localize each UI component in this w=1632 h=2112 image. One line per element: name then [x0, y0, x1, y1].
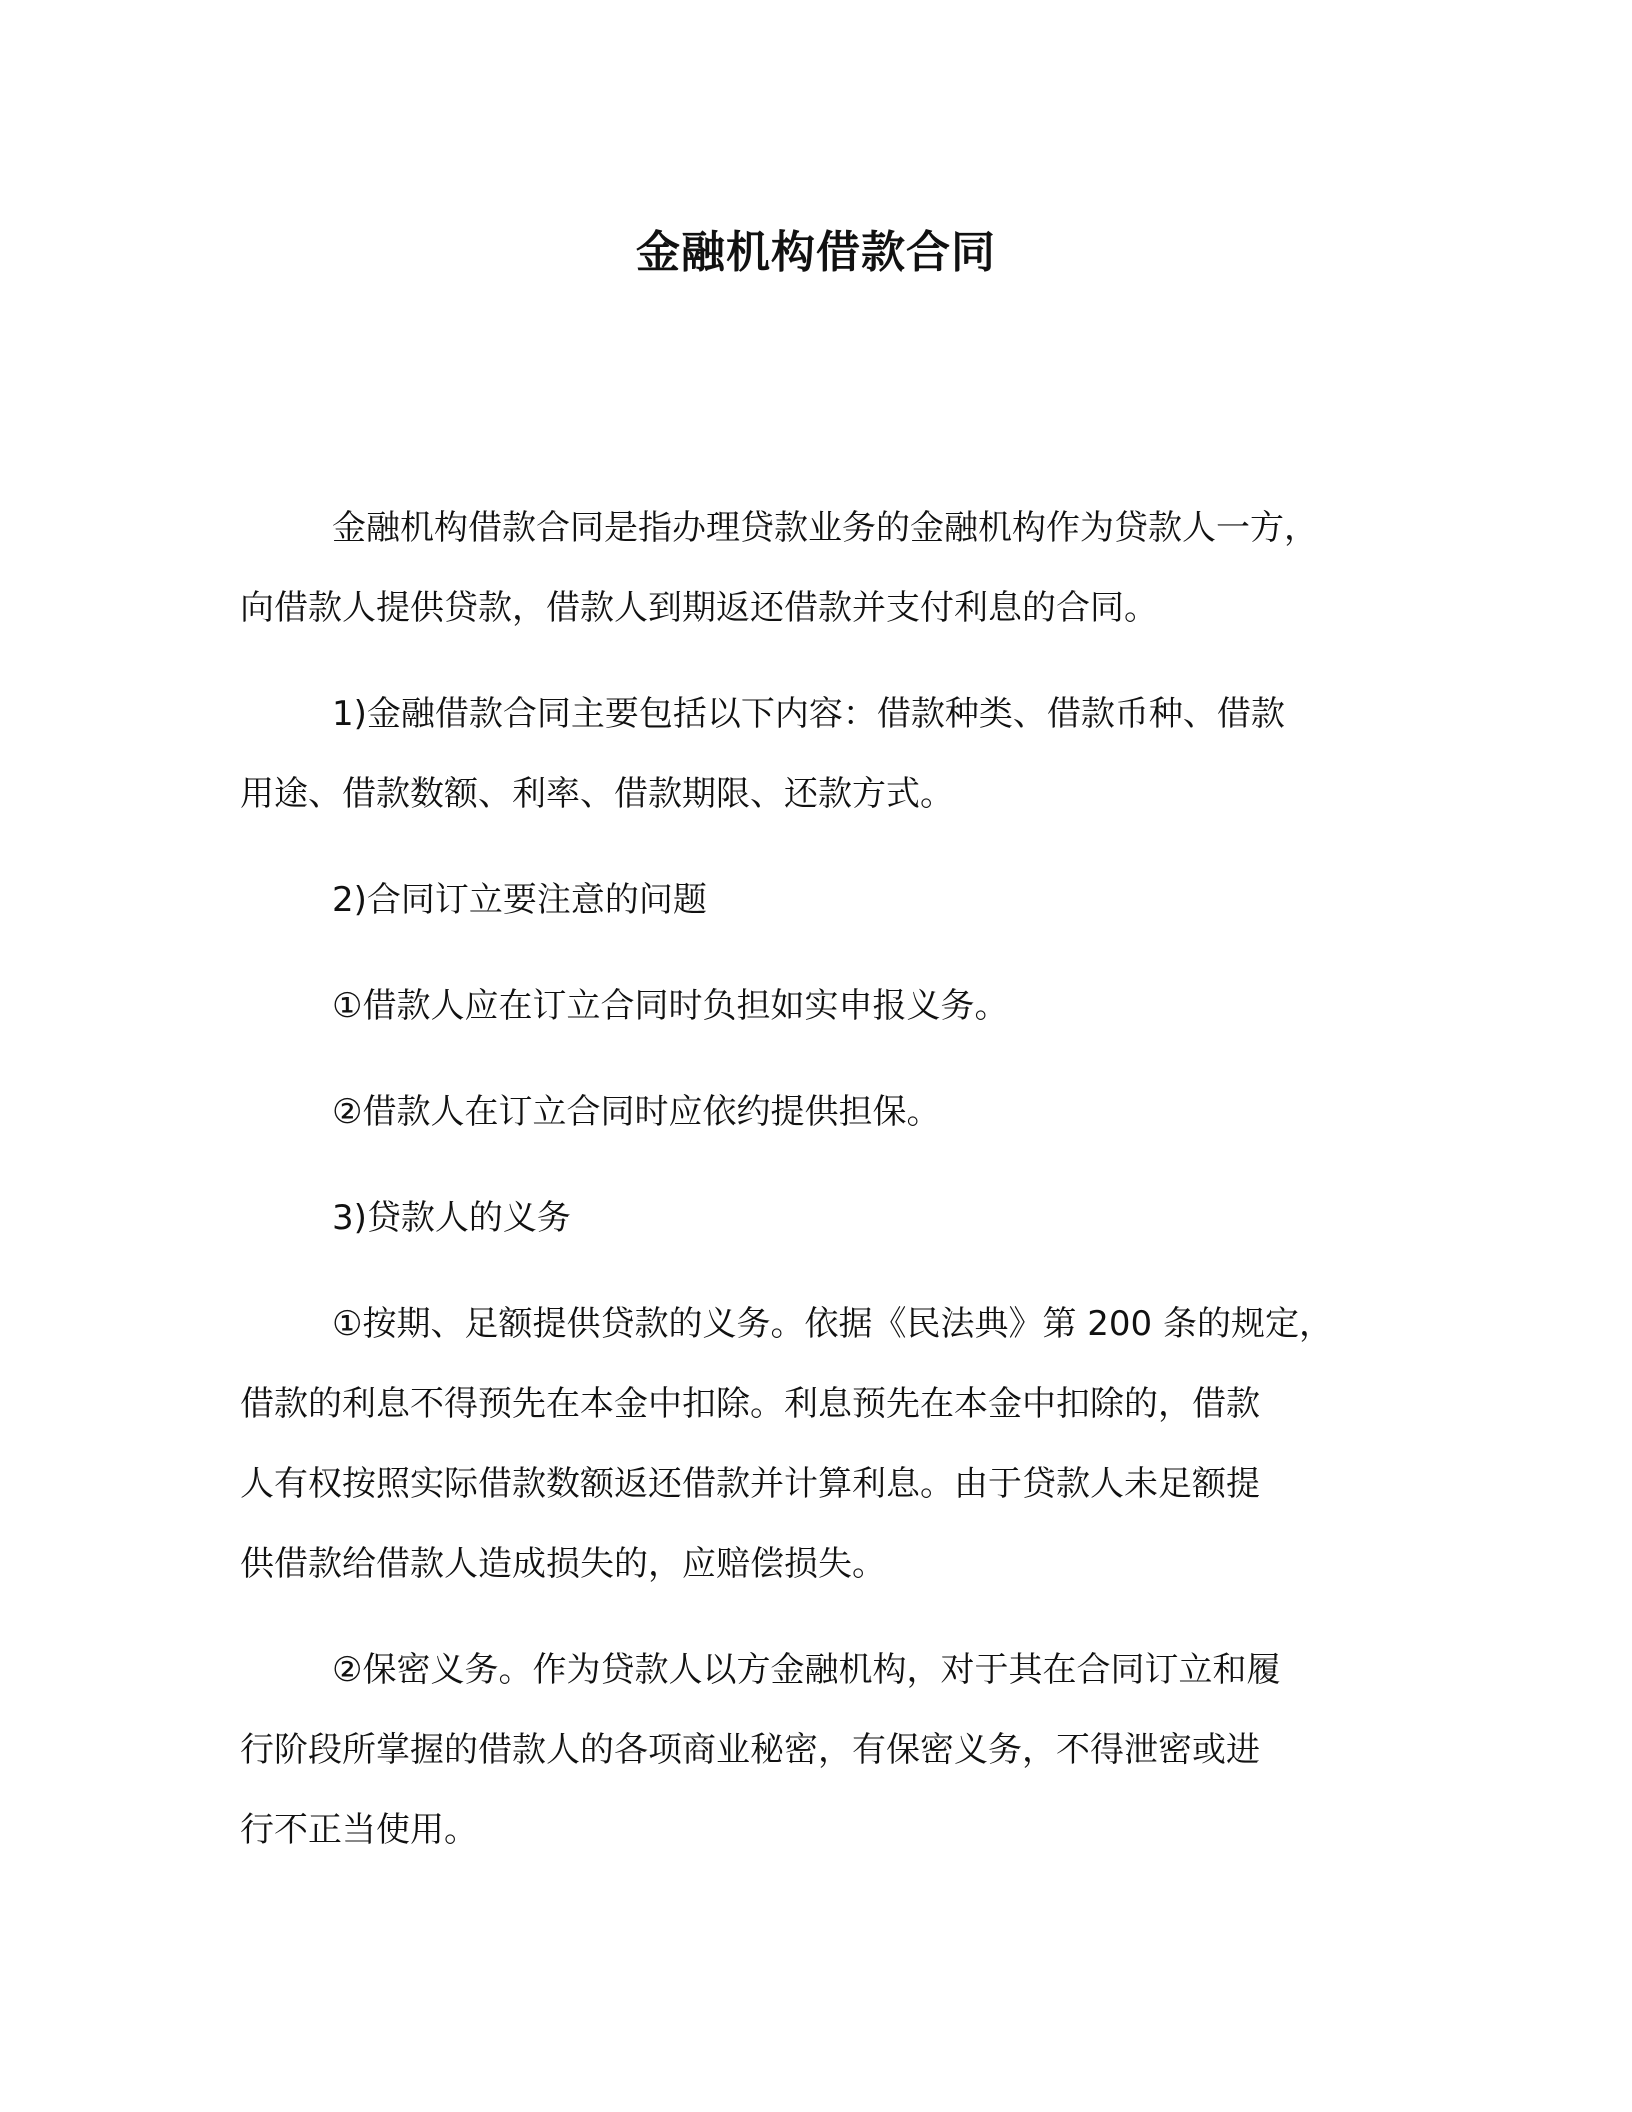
text-line: ②借款人在订立合同时应依约提供担保。: [332, 1092, 941, 1132]
document-title: 金融机构借款合同: [636, 227, 996, 278]
text-line: 供借款给借款人造成损失的，应赔偿损失。: [240, 1544, 886, 1584]
text-line: ②保密义务。作为贷款人以方金融机构，对于其在合同订立和履: [332, 1650, 1281, 1690]
text-line: 3)贷款人的义务: [332, 1198, 571, 1238]
text-line: 行不正当使用。: [240, 1810, 478, 1850]
paragraph-contents: [240, 674, 1420, 834]
text-line: 行阶段所掌握的借款人的各项商业秘密，有保密义务，不得泄密或进: [240, 1730, 1260, 1770]
text-line: 金融机构借款合同是指办理贷款业务的金融机构作为贷款人一方，: [332, 508, 1318, 548]
text-line: 用途、借款数额、利率、借款期限、还款方式。: [240, 774, 954, 814]
text-line: ①借款人应在订立合同时负担如实申报义务。: [332, 986, 1009, 1026]
document-body: [240, 488, 1420, 1896]
paragraph-obligation-1: [240, 1284, 1420, 1604]
paragraph-issue-1: [240, 966, 1420, 1046]
paragraph-obligation-2: [240, 1630, 1420, 1870]
paragraph-heading-obligations: [240, 1178, 1420, 1258]
text-line: 1)金融借款合同主要包括以下内容：借款种类、借款币种、借款: [332, 694, 1285, 734]
paragraph-heading-issues: [240, 860, 1420, 940]
text-line: 人有权按照实际借款数额返还借款并计算利息。由于贷款人未足额提: [240, 1464, 1260, 1504]
text-line: ①按期、足额提供贷款的义务。依据《民法典》第 200 条的规定，: [332, 1304, 1333, 1344]
text-line: 2)合同订立要注意的问题: [332, 880, 707, 920]
paragraph-definition: [240, 488, 1420, 648]
text-line: 借款的利息不得预先在本金中扣除。利息预先在本金中扣除的，借款: [240, 1384, 1260, 1424]
text-line: 向借款人提供贷款，借款人到期返还借款并支付利息的合同。: [240, 588, 1158, 628]
paragraph-issue-2: [240, 1072, 1420, 1152]
